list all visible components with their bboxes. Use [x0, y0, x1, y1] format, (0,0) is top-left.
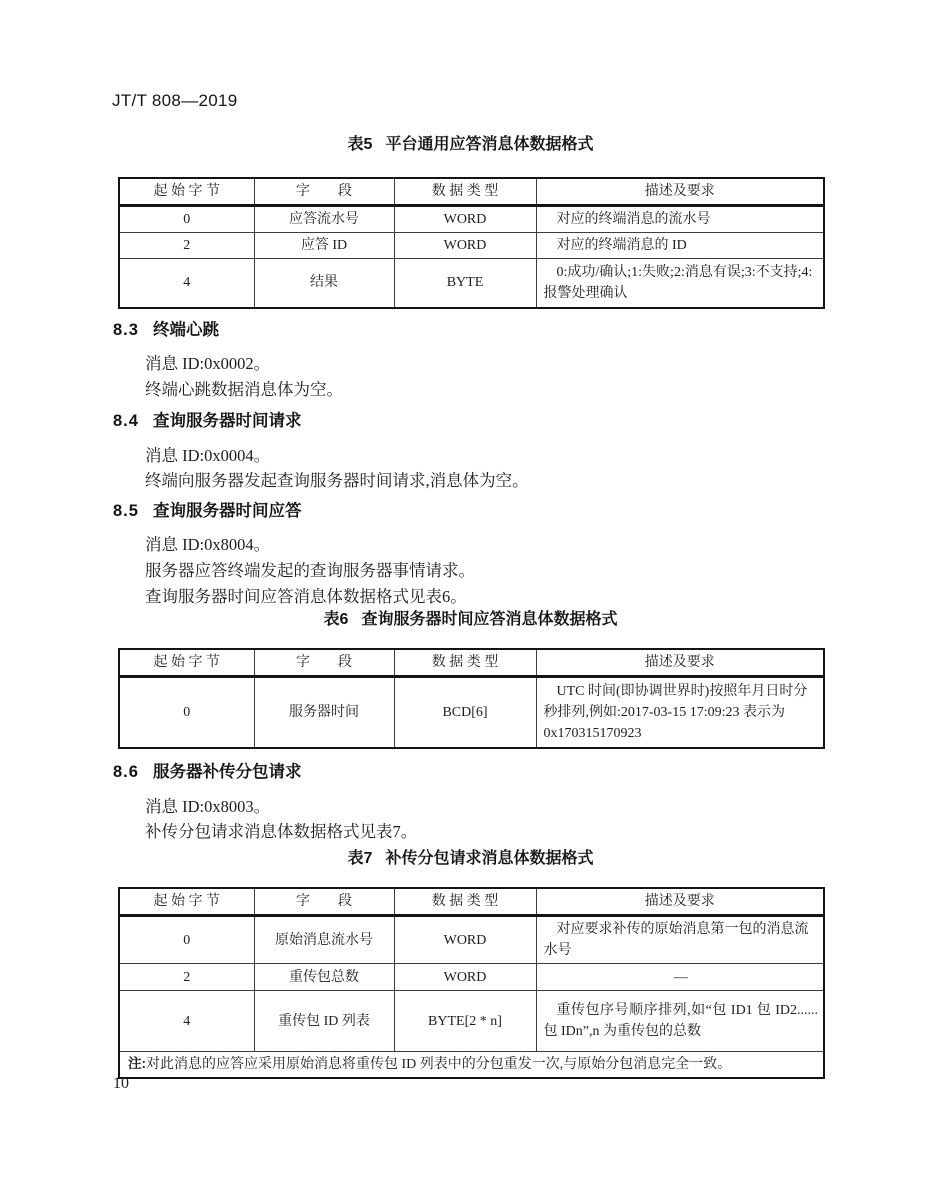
cell-start-byte: 4: [119, 259, 254, 308]
page-number: 10: [113, 1075, 129, 1092]
table-7: [118, 887, 825, 1079]
table-5-caption-text: 平台通用应答消息体数据格式: [385, 136, 594, 153]
paragraph: 补传分包请求消息体数据格式见表7。: [145, 822, 418, 841]
cell-start-byte: 0: [119, 916, 254, 964]
section-title: 终端心跳: [152, 321, 219, 339]
paragraph: 消息 ID:0x0002。: [145, 354, 271, 373]
column-header-field: 字 段: [254, 178, 394, 206]
section-8-4-heading: [113, 413, 301, 430]
section-number: 8.5: [113, 502, 139, 520]
section-number: 8.6: [113, 763, 139, 781]
column-header-description: 描述及要求: [536, 888, 824, 916]
cell-description: 重传包序号顺序排列,如“包 ID1 包 ID2......包 IDn”,n 为重传包的总数: [536, 991, 824, 1052]
cell-start-byte: 4: [119, 991, 254, 1052]
cell-description: 对应的终端消息的 ID: [536, 233, 824, 259]
cell-field: 服务器时间: [254, 677, 394, 748]
table-6: [118, 648, 825, 749]
cell-data-type: WORD: [394, 916, 536, 964]
section-8-3-heading: [113, 322, 219, 339]
table-row: [119, 991, 824, 1052]
cell-field: 重传包总数: [254, 964, 394, 991]
cell-start-byte: 0: [119, 206, 254, 233]
doc-code: JT/T 808—2019: [112, 91, 238, 110]
section-title: 服务器补传分包请求: [152, 763, 302, 781]
table-row: [119, 916, 824, 964]
note-label: 注:: [128, 1056, 146, 1071]
table-row: [119, 259, 824, 308]
cell-field: 应答 ID: [254, 233, 394, 259]
cell-description: —: [536, 964, 824, 991]
section-title: 查询服务器时间请求: [152, 412, 302, 430]
cell-start-byte: 2: [119, 964, 254, 991]
cell-field: 应答流水号: [254, 206, 394, 233]
paragraph: 消息 ID:0x8004。: [145, 535, 271, 554]
column-header-field: 字 段: [254, 649, 394, 677]
table-5-caption-label: 表5: [347, 136, 373, 153]
column-header-description: 描述及要求: [536, 649, 824, 677]
section-8-5-heading: [113, 503, 301, 520]
table-5: [118, 177, 825, 309]
cell-data-type: WORD: [394, 964, 536, 991]
column-header-start-byte: 起 始 字 节: [119, 649, 254, 677]
table-row: [119, 233, 824, 259]
note-text: 对此消息的应答应采用原始消息将重传包 ID 列表中的分包重发一次,与原始分包消息完全一致。: [146, 1057, 732, 1072]
cell-description: 0:成功/确认;1:失败;2:消息有误;3:不支持;4:报警处理确认: [536, 259, 824, 308]
table-5-header-row: [119, 178, 824, 206]
section-number: 8.4: [113, 412, 139, 430]
paragraph: 消息 ID:0x0004。: [145, 446, 271, 465]
cell-description: 对应要求补传的原始消息第一包的消息流水号: [536, 916, 824, 964]
section-title: 查询服务器时间应答: [152, 502, 302, 520]
table-7-caption-text: 补传分包请求消息体数据格式: [385, 850, 594, 867]
paragraph: 服务器应答终端发起的查询服务器事情请求。: [145, 561, 475, 580]
table-7-header-row: [119, 888, 824, 916]
cell-field: 原始消息流水号: [254, 916, 394, 964]
table-6-header-row: [119, 649, 824, 677]
paragraph: 终端向服务器发起查询服务器时间请求,消息体为空。: [145, 471, 529, 490]
paragraph: 消息 ID:0x8003。: [145, 797, 271, 816]
table-6-caption: [118, 612, 823, 628]
cell-description: UTC 时间(即协调世界时)按照年月日时分秒排列,例如:2017-03-15 17:09:23 表示为 0x170315170923: [536, 677, 824, 748]
cell-field: 结果: [254, 259, 394, 308]
cell-data-type: BYTE: [394, 259, 536, 308]
cell-description: 对应的终端消息的流水号: [536, 206, 824, 233]
table-7-caption: [118, 851, 823, 867]
table-6-caption-text: 查询服务器时间应答消息体数据格式: [361, 611, 618, 628]
column-header-data-type: 数 据 类 型: [394, 649, 536, 677]
cell-field: 重传包 ID 列表: [254, 991, 394, 1052]
cell-data-type: WORD: [394, 206, 536, 233]
table-row: [119, 206, 824, 233]
table-7-caption-label: 表7: [347, 850, 373, 867]
table-note-row: [119, 1052, 824, 1079]
section-8-6-heading: [113, 764, 301, 781]
paragraph: 查询服务器时间应答消息体数据格式见表6。: [145, 587, 467, 606]
cell-start-byte: 0: [119, 677, 254, 748]
column-header-data-type: 数 据 类 型: [394, 178, 536, 206]
column-header-description: 描述及要求: [536, 178, 824, 206]
cell-data-type: BYTE[2 * n]: [394, 991, 536, 1052]
cell-start-byte: 2: [119, 233, 254, 259]
table-6-caption-label: 表6: [323, 611, 349, 628]
table-5-caption: [118, 137, 823, 153]
column-header-start-byte: 起 始 字 节: [119, 178, 254, 206]
column-header-data-type: 数 据 类 型: [394, 888, 536, 916]
table-row: [119, 677, 824, 748]
column-header-field: 字 段: [254, 888, 394, 916]
cell-data-type: BCD[6]: [394, 677, 536, 748]
section-number: 8.3: [113, 321, 139, 339]
cell-data-type: WORD: [394, 233, 536, 259]
table-row: [119, 964, 824, 991]
paragraph: 终端心跳数据消息体为空。: [145, 380, 343, 399]
table-note-cell: [119, 1052, 824, 1079]
column-header-start-byte: 起 始 字 节: [119, 888, 254, 916]
